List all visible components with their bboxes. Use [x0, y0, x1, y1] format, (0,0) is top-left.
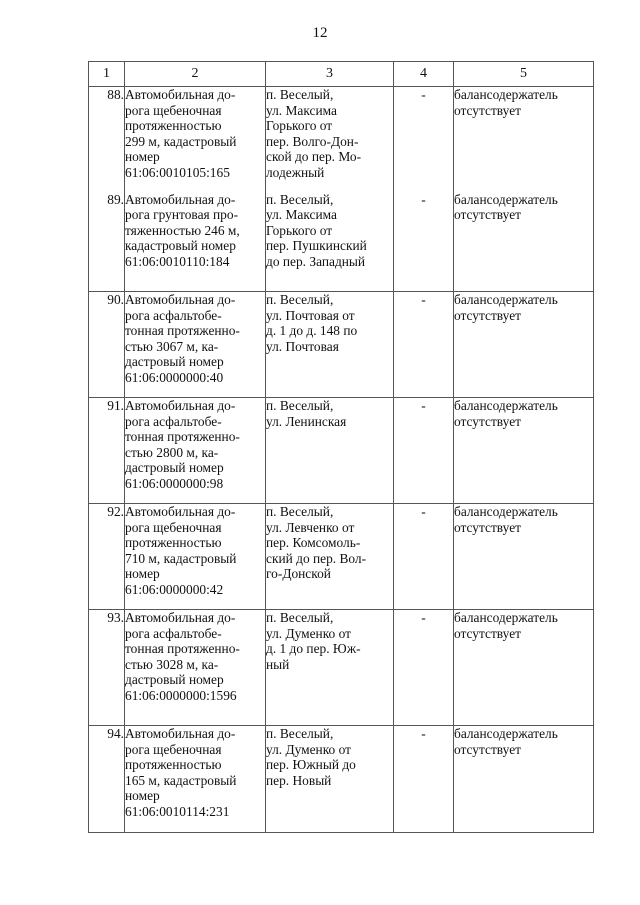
column-4-value: - — [394, 726, 454, 833]
road-location: п. Веселый, ул. Максима Горького от пер. Пушкинский до пер. Западный — [266, 192, 394, 292]
row-number: 92. — [89, 504, 125, 610]
column-header: 5 — [454, 62, 594, 87]
column-4-value: - — [394, 398, 454, 504]
balance-holder: балансодержатель отсутствует — [454, 398, 594, 504]
row-number: 91. — [89, 398, 125, 504]
road-description: Автомобильная до- рога асфальтобе- тонная протяженно- стью 3067 м, ка- дастровый номер 61:06:0000000:40 — [125, 292, 266, 398]
table-row — [89, 610, 594, 726]
road-description: Автомобильная до- рога щебеночная протяженностью 299 м, кадастровый номер 61:06:0010105:165 — [125, 87, 266, 192]
table-row — [89, 192, 594, 292]
table-row — [89, 87, 594, 192]
balance-holder: балансодержатель отсутствует — [454, 87, 594, 192]
column-header: 2 — [125, 62, 266, 87]
road-registry-table — [88, 61, 594, 833]
header-row — [89, 62, 594, 87]
road-location: п. Веселый, ул. Думенко от д. 1 до пер. Юж- ный — [266, 610, 394, 726]
row-number: 90. — [89, 292, 125, 398]
column-header: 1 — [89, 62, 125, 87]
balance-holder: балансодержатель отсутствует — [454, 192, 594, 292]
page-number: 12 — [312, 25, 328, 41]
road-location: п. Веселый, ул. Ленинская — [266, 398, 394, 504]
road-location: п. Веселый, ул. Думенко от пер. Южный до пер. Новый — [266, 726, 394, 833]
column-4-value: - — [394, 292, 454, 398]
balance-holder: балансодержатель отсутствует — [454, 610, 594, 726]
row-number: 88. — [89, 87, 125, 192]
row-number: 94. — [89, 726, 125, 833]
row-number: 89. — [89, 192, 125, 292]
column-4-value: - — [394, 192, 454, 292]
road-location: п. Веселый, ул. Левченко от пер. Комсомоль- ский до пер. Вол- го-Донской — [266, 504, 394, 610]
balance-holder: балансодержатель отсутствует — [454, 504, 594, 610]
road-description: Автомобильная до- рога щебеночная протяженностью 165 м, кадастровый номер 61:06:0010114:231 — [125, 726, 266, 833]
table-row — [89, 398, 594, 504]
balance-holder: балансодержатель отсутствует — [454, 726, 594, 833]
column-header: 3 — [266, 62, 394, 87]
road-description: Автомобильная до- рога грунтовая про- тяженностью 246 м, кадастровый номер 61:06:0010110:184 — [125, 192, 266, 292]
balance-holder: балансодержатель отсутствует — [454, 292, 594, 398]
road-location: п. Веселый, ул. Почтовая от д. 1 до д. 148 по ул. Почтовая — [266, 292, 394, 398]
row-number: 93. — [89, 610, 125, 726]
road-description: Автомобильная до- рога щебеночная протяженностью 710 м, кадастровый номер 61:06:0000000:42 — [125, 504, 266, 610]
table-row — [89, 292, 594, 398]
table-row — [89, 504, 594, 610]
column-header: 4 — [394, 62, 454, 87]
column-4-value: - — [394, 504, 454, 610]
road-location: п. Веселый, ул. Максима Горького от пер. Волго-Дон- ской до пер. Мо- лодежный — [266, 87, 394, 192]
road-description: Автомобильная до- рога асфальтобе- тонная протяженно- стью 2800 м, ка- дастровый номер 61:06:0000000:98 — [125, 398, 266, 504]
column-4-value: - — [394, 610, 454, 726]
road-description: Автомобильная до- рога асфальтобе- тонная протяженно- стью 3028 м, ка- дастровый номер 61:06:0000000:1596 — [125, 610, 266, 726]
column-4-value: - — [394, 87, 454, 192]
table-row — [89, 726, 594, 833]
